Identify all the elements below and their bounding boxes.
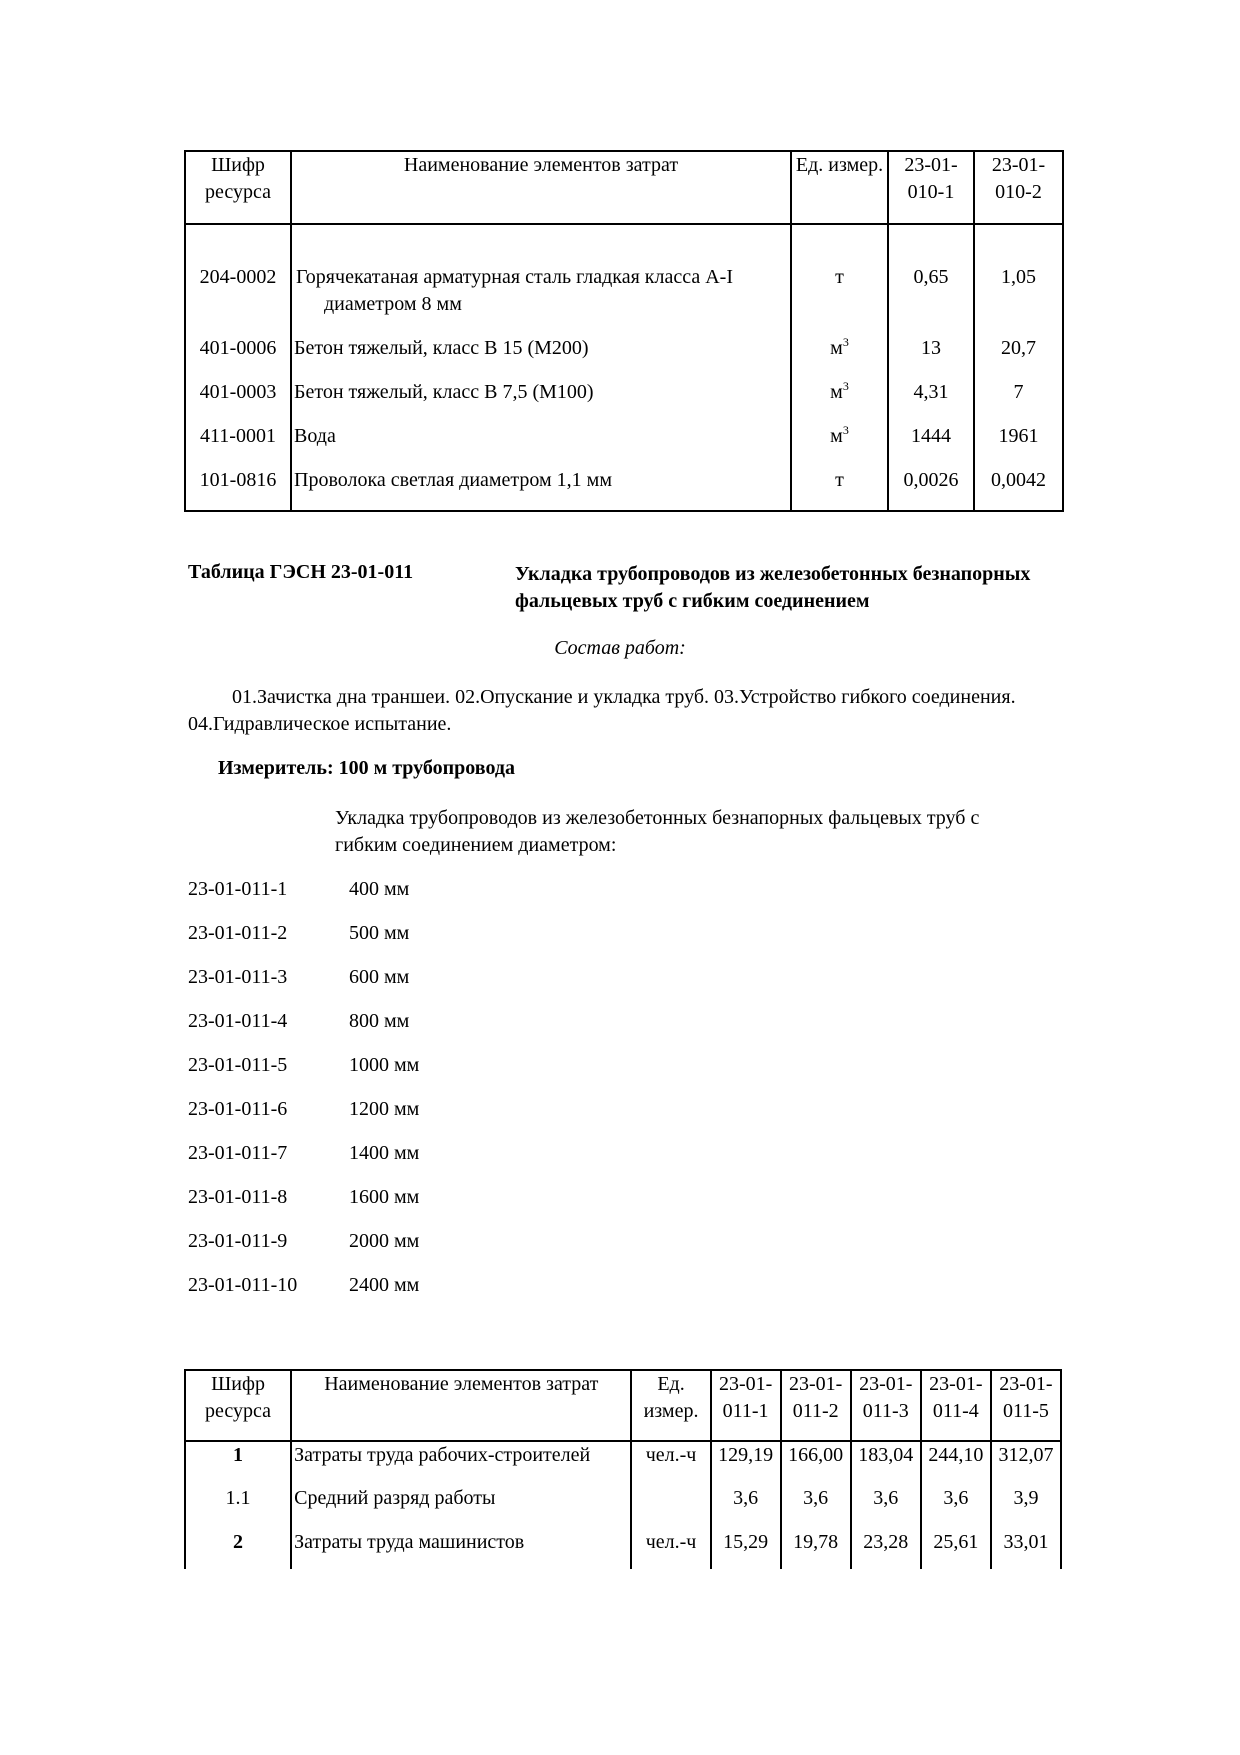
header-name: Наименование элементов затрат [291, 1370, 631, 1441]
header-col-1: 23-01-010-1 [888, 151, 974, 224]
resources-table-23-01-011 [184, 1369, 1062, 1569]
unit-superscript: 3 [842, 335, 849, 349]
resources-table-23-01-010 [184, 150, 1064, 512]
table-code-heading: Таблица ГЭСН 23-01-011 [188, 561, 414, 583]
composition-label: Состав работ: [554, 637, 686, 659]
row-unit [791, 423, 888, 467]
list-item [188, 1272, 419, 1299]
table-header-row [185, 1370, 1061, 1441]
item-value: 1400 мм [349, 1142, 420, 1164]
list-item [188, 964, 409, 991]
item-code: 23-01-011-6 [188, 1098, 288, 1120]
row-name: Бетон тяжелый, класс В 7,5 (М100) [291, 379, 791, 423]
row-value-4: 3,6 [921, 1485, 991, 1529]
row-value-5: 3,9 [991, 1485, 1061, 1529]
item-value: 500 мм [349, 922, 410, 944]
row-value-2: 20,7 [974, 335, 1063, 379]
item-code: 23-01-011-5 [188, 1054, 288, 1076]
row-code: 401-0003 [185, 379, 291, 423]
item-value: 1000 мм [349, 1054, 420, 1076]
row-code: 2 [185, 1529, 291, 1569]
row-value-3: 183,04 [851, 1441, 921, 1485]
list-item [188, 876, 409, 903]
table-row [185, 467, 1063, 511]
item-value: 600 мм [349, 966, 410, 988]
row-name: Средний разряд работы [291, 1485, 631, 1529]
item-value: 2000 мм [349, 1230, 420, 1252]
row-value-2: 166,00 [781, 1441, 851, 1485]
header-col-4: 23-01-011-4 [921, 1370, 991, 1441]
row-code: 1 [185, 1441, 291, 1485]
row-unit [791, 379, 888, 423]
header-unit: Ед. измер. [631, 1370, 710, 1441]
row-name: Вода [291, 423, 791, 467]
row-name [291, 264, 791, 335]
row-value-4: 25,61 [921, 1529, 991, 1569]
spacer-row [185, 224, 1063, 264]
header-col-1: 23-01-011-1 [711, 1370, 781, 1441]
list-item [188, 920, 409, 947]
row-unit: т [791, 264, 888, 335]
table-row [185, 1441, 1061, 1485]
table-row [185, 1485, 1061, 1529]
row-value-1: 15,29 [711, 1529, 781, 1569]
header-col-2: 23-01-011-2 [781, 1370, 851, 1441]
item-value: 1600 мм [349, 1186, 420, 1208]
unit-text: м [830, 337, 843, 359]
item-value: 800 мм [349, 1010, 410, 1032]
row-value-1: 0,65 [888, 264, 974, 335]
unit-superscript: 3 [842, 423, 849, 437]
row-value-2: 1,05 [974, 264, 1063, 335]
item-code: 23-01-011-4 [188, 1010, 288, 1032]
unit-superscript: 3 [842, 379, 849, 393]
row-value-2: 19,78 [781, 1529, 851, 1569]
list-item [188, 1008, 409, 1035]
item-code: 23-01-011-2 [188, 922, 288, 944]
row-code: 204-0002 [185, 264, 291, 335]
header-col-5: 23-01-011-5 [991, 1370, 1061, 1441]
row-unit: т [791, 467, 888, 511]
table-row [185, 264, 1063, 335]
table-header-row [185, 151, 1063, 224]
item-code: 23-01-011-8 [188, 1186, 288, 1208]
row-value-1: 4,31 [888, 379, 974, 423]
row-code: 411-0001 [185, 423, 291, 467]
header-code: Шифр ресурса [185, 151, 291, 224]
header-col-2: 23-01-010-2 [974, 151, 1063, 224]
item-value: 2400 мм [349, 1274, 420, 1296]
row-value-5: 33,01 [991, 1529, 1061, 1569]
row-unit [791, 335, 888, 379]
row-name: Проволока светлая диаметром 1,1 мм [291, 467, 791, 511]
row-value-2: 7 [974, 379, 1063, 423]
list-item [188, 1096, 419, 1123]
row-value-2: 1961 [974, 423, 1063, 467]
row-value-1: 13 [888, 335, 974, 379]
row-value-4: 244,10 [921, 1441, 991, 1485]
row-code: 101-0816 [185, 467, 291, 511]
row-value-1: 0,0026 [888, 467, 974, 511]
row-unit [631, 1485, 710, 1529]
row-value-1: 129,19 [711, 1441, 781, 1485]
row-code: 1.1 [185, 1485, 291, 1529]
row-value-2: 3,6 [781, 1485, 851, 1529]
header-unit: Ед. измер. [791, 151, 888, 224]
item-code: 23-01-011-7 [188, 1142, 288, 1164]
meter-label: Измеритель: 100 м трубопровода [218, 757, 515, 779]
row-name: Бетон тяжелый, класс В 15 (М200) [291, 335, 791, 379]
item-code: 23-01-011-1 [188, 878, 288, 900]
item-code: 23-01-011-3 [188, 966, 288, 988]
item-value: 400 мм [349, 878, 410, 900]
header-col-3: 23-01-011-3 [851, 1370, 921, 1441]
list-item [188, 1052, 419, 1079]
table-row [185, 379, 1063, 423]
row-value-2: 0,0042 [974, 467, 1063, 511]
row-value-5: 312,07 [991, 1441, 1061, 1485]
row-name: Затраты труда рабочих-строителей [291, 1441, 631, 1485]
table-row [185, 335, 1063, 379]
table-row [185, 1529, 1061, 1569]
composition-text: 01.Зачистка дна траншеи. 02.Опускание и укладка труб. 03.Устройство гибкого соединения. 04.Гидравлическое испытание. [188, 686, 1016, 735]
list-item [188, 1228, 419, 1255]
row-value-1: 3,6 [711, 1485, 781, 1529]
row-value-3: 23,28 [851, 1529, 921, 1569]
row-unit: чел.-ч [631, 1441, 710, 1485]
item-code: 23-01-011-10 [188, 1274, 298, 1296]
table-row [185, 423, 1063, 467]
intro-text: Укладка трубопроводов из железобетонных безнапорных фальцевых труб с гибким соединением диаметром: [335, 807, 980, 856]
list-item [188, 1184, 419, 1211]
item-value: 1200 мм [349, 1098, 420, 1120]
row-unit: чел.-ч [631, 1529, 710, 1569]
unit-text: м [830, 381, 843, 403]
header-name: Наименование элементов затрат [291, 151, 791, 224]
row-value-3: 3,6 [851, 1485, 921, 1529]
table-title-heading: Укладка трубопроводов из железобетонных безнапорных фальцевых труб с гибким соединением [515, 563, 1031, 612]
list-item [188, 1140, 419, 1167]
row-name-text: Горячекатаная арматурная сталь гладкая класса А-I диаметром 8 мм [296, 266, 734, 315]
row-name: Затраты труда машинистов [291, 1529, 631, 1569]
item-code: 23-01-011-9 [188, 1230, 288, 1252]
unit-text: м [830, 425, 843, 447]
row-code: 401-0006 [185, 335, 291, 379]
header-code: Шифр ресурса [185, 1370, 291, 1441]
row-value-1: 1444 [888, 423, 974, 467]
